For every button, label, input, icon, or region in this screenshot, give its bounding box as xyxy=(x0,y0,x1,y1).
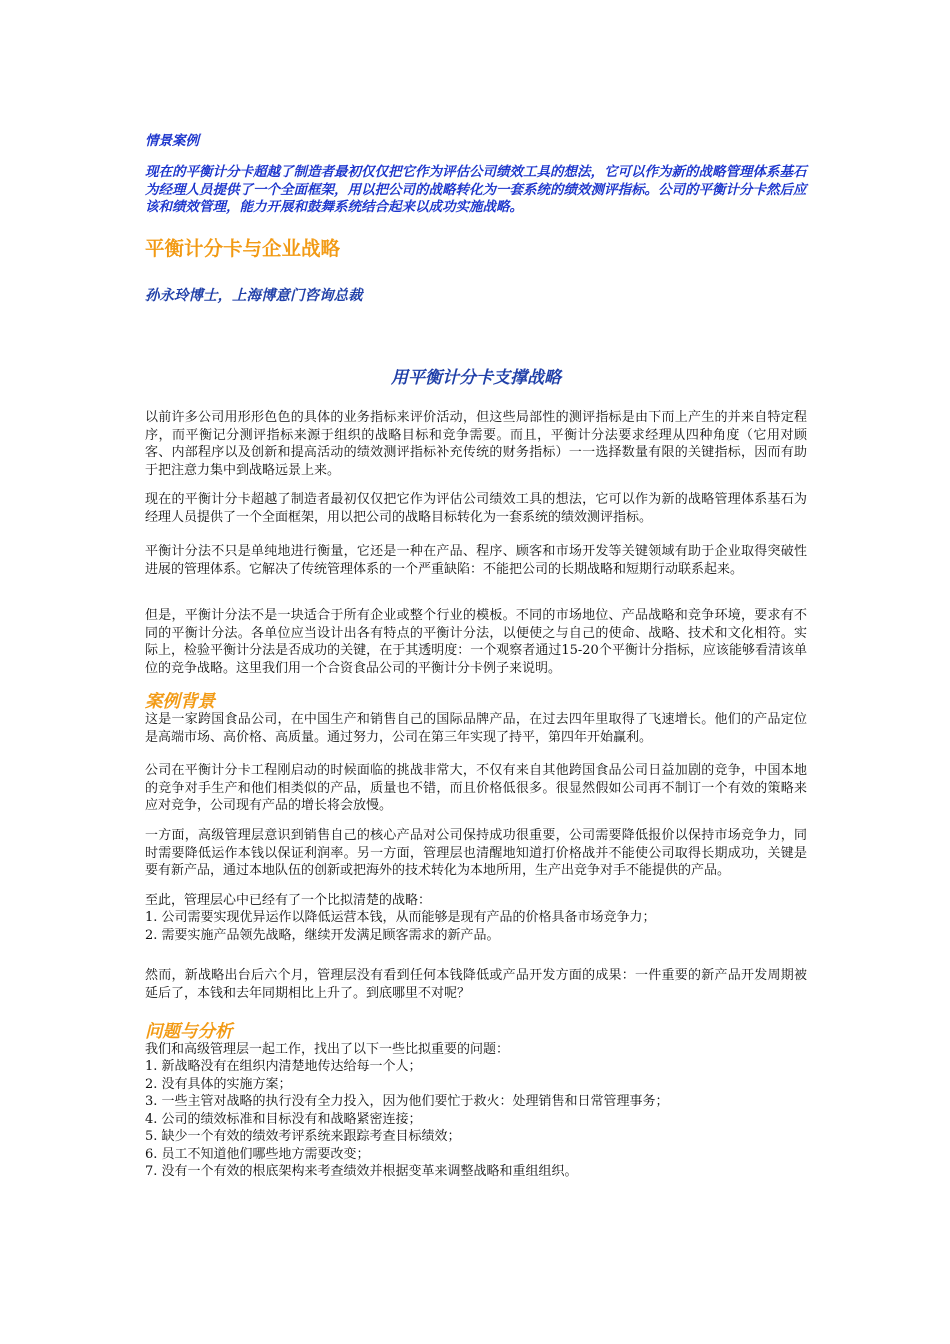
strategy-item-1: 1. 公司需要实现优异运作以降低运营本钱，从而能够是现有产品的价格具备市场竞争力； xyxy=(145,910,656,925)
body-paragraph-3: 平衡计分法不只是单纯地进行衡量，它还是一种在产品、程序、顾客和市场开发等关键领域有助于企业取得突破性进展的管理体系。它解决了传统管理体系的一个严重缺陷：不能把公司的长期战略和短期行动联系起来。 xyxy=(145,544,807,577)
case-paragraph-1: 这是一家跨国食品公司，在中国生产和销售自己的国际品牌产品，在过去四年里取得了飞速增长。他们的产品定位是高端市场、高价格、高质量。通过努力，公司在第三年实现了持平，第四年开始赢利。 xyxy=(145,712,807,745)
case-strategy-line: 至此，管理层心中已经有了一个比拟清楚的战略： xyxy=(145,893,432,908)
issue-item: 2. 没有具体的实施方案； xyxy=(145,1077,292,1092)
analysis-intro: 我们和高级管理层一起工作，找出了以下一些比拟重要的问题： xyxy=(145,1042,510,1057)
article-title: 平衡计分卡与企业战略 xyxy=(145,237,341,260)
issue-item: 1. 新战略没有在组织内清楚地传达给每一个人； xyxy=(145,1059,422,1074)
issue-item: 7. 没有一个有效的根底架构来考查绩效并根据变革来调整战略和重组组织。 xyxy=(145,1164,578,1179)
analysis-heading: 问题与分析 xyxy=(145,1022,233,1042)
strategy-item-2: 2. 需要实施产品领先战略，继续开发满足顾客需求的新产品。 xyxy=(145,928,500,943)
body-paragraph-4: 但是，平衡计分法不是一块适合于所有企业或整个行业的模板。不同的市场地位、产品战略和竞争环境，要求有不同的平衡计分法。各单位应当设计出各有特点的平衡计分法，以便使之与自己的使命、战略、技术和文化相符。实际上，检验平衡计分法是否成功的关键，在于其透明度：一个观察者通过15-20个平衡计分指标，应该能够看清该单位的竞争战略。这里我们用一个合资食品公司的平衡计分卡例子来说明。 xyxy=(145,608,807,676)
body-paragraph-1: 以前许多公司用形形色色的具体的业务指标来评价活动，但这些局部性的测评指标是由下而上产生的并来自特定程序，而平衡记分测评指标来源于组织的战略目标和竞争需要。而且，平衡计分法要求经理从四种角度（它用对顾客、内部程序以及创新和提高活动的绩效测评指标补充传统的财务指标）一一选择数量有限的关键指标，因而有助于把注意力集中到战略远景上来。 xyxy=(145,410,807,478)
body-paragraph-2: 现在的平衡计分卡超越了制造者最初仅仅把它作为评估公司绩效工具的想法，它可以作为新的战略管理体系基石为经理人员提供了一个全面框架，用以把公司的战略目标转化为一套系统的绩效测评指标。 xyxy=(145,492,807,525)
case-label: 情景案例 xyxy=(145,133,199,149)
issue-item: 5. 缺少一个有效的绩效考评系统来跟踪考查目标绩效； xyxy=(145,1129,461,1144)
case-paragraph-2: 公司在平衡计分卡工程刚启动的时候面临的挑战非常大，不仅有来自其他跨国食品公司日益加剧的竞争，中国本地的竞争对手生产和他们相类似的产品，质量也不错，而且价格低很多。很显然假如公司再不制订一个有效的策略来应对竞争，公司现有产品的增长将会放慢。 xyxy=(145,763,807,813)
issue-item: 6. 员工不知道他们哪些地方需要改变； xyxy=(145,1147,370,1162)
intro-summary: 现在的平衡计分卡超越了制造者最初仅仅把它作为评估公司绩效工具的想法，它可以作为新的战略管理体系基石为经理人员提供了一个全面框架，用以把公司的战略转化为一套系统的绩效测评指标。公司的平衡计分卡然后应该和绩效管理，能力开展和鼓舞系统结合起来以成功实施战略。 xyxy=(145,164,807,215)
issue-item: 3. 一些主管对战略的执行没有全力投入，因为他们要忙于救火：处理销售和日常管理事务； xyxy=(145,1094,669,1109)
issue-item: 4. 公司的绩效标准和目标没有和战略紧密连接； xyxy=(145,1112,422,1127)
article-author: 孙永玲博士，上海博意门咨询总裁 xyxy=(145,288,363,304)
case-paragraph-3: 一方面，高级管理层意识到销售自己的核心产品对公司保持成功很重要，公司需要降低报价以保持市场竞争力，同时需要降低运作本钱以保证利润率。另一方面，管理层也清醒地知道打价格战并不能使公司取得长期成功，关键是要有新产品，通过本地队伍的创新或把海外的技术转化为本地所用，生产出竞争对手不能提供的产品。 xyxy=(145,828,807,878)
case-background-heading: 案例背景 xyxy=(145,692,215,712)
article-subtitle: 用平衡计分卡支撑战略 xyxy=(391,368,561,388)
case-paragraph-4: 然而，新战略出台后六个月，管理层没有看到任何本钱降低或产品开发方面的成果：一件重要的新产品开发周期被延后了，本钱和去年同期相比上升了。到底哪里不对呢？ xyxy=(145,968,807,1001)
